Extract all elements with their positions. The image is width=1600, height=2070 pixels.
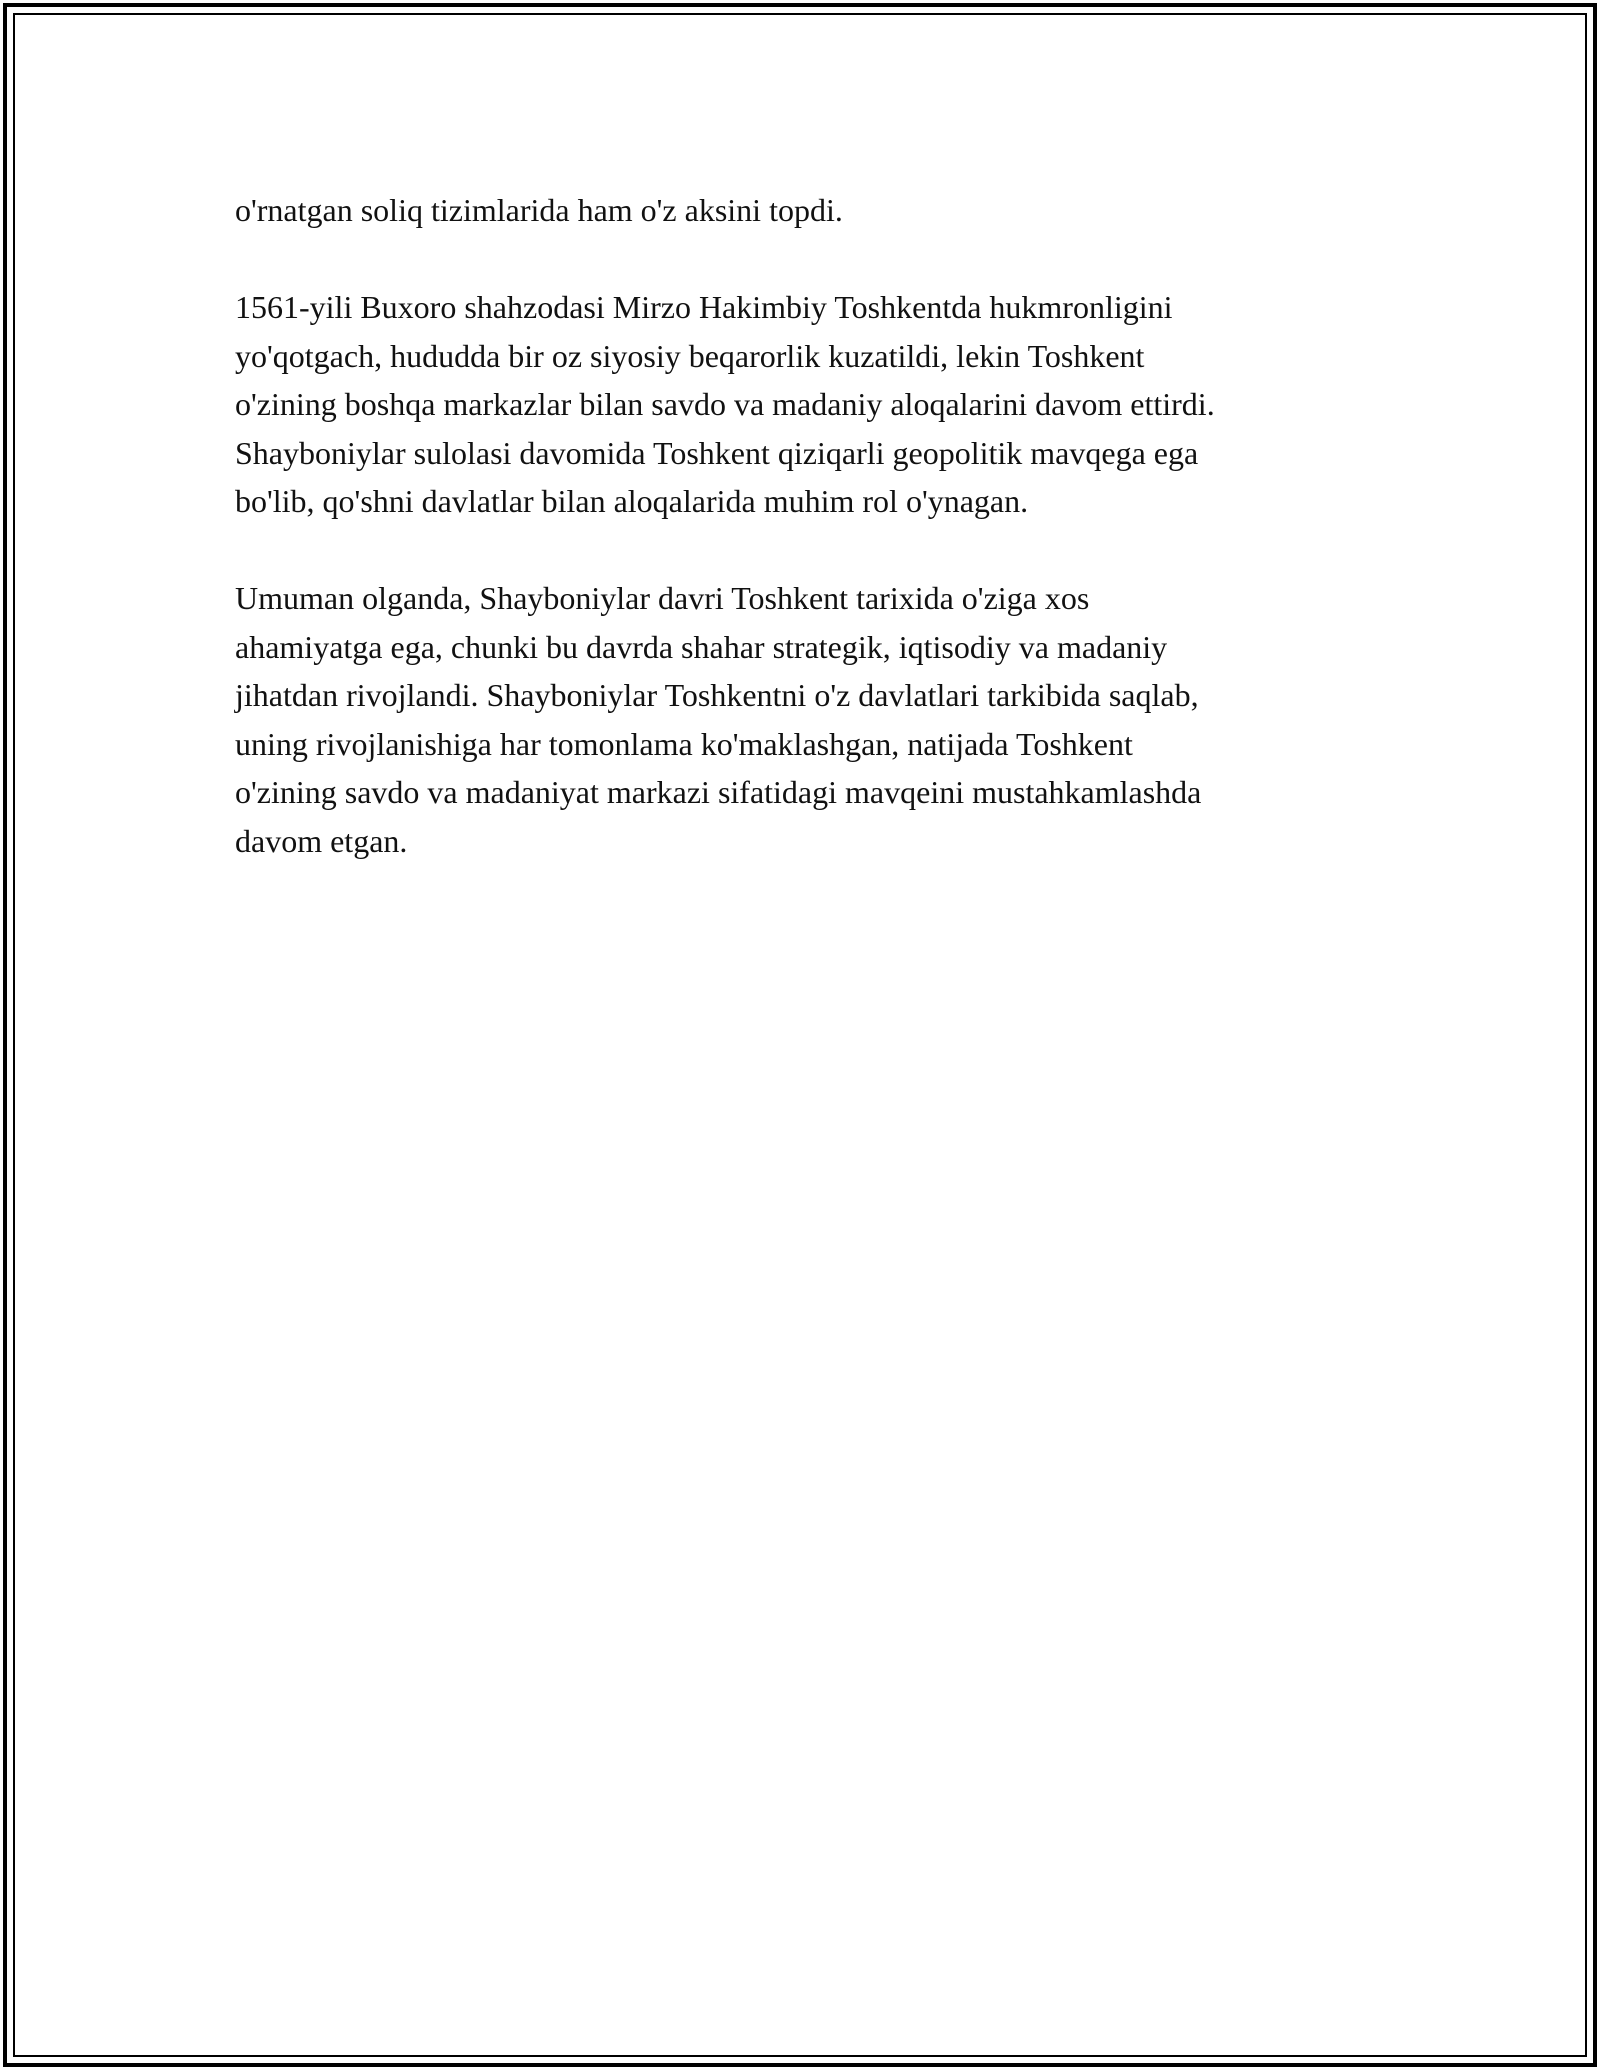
paragraph-3: Umuman olganda, Shayboniylar davri Toshkent tarixida o'ziga xos ahamiyatga ega, chunki bu davrda shahar strategik, iqtisodiy va madaniy jihatdan rivojlandi. Shayboniylar Toshkentni o'z davlatlari tarkibida saqlab, uning rivojlanishiga har tomonlama ko'maklashgan, natijada Toshkent o'zining savdo va madaniyat markazi sifatidagi mavqeini mustahkamlashda davom etgan. [235,580,1202,859]
document-body [235,186,1375,914]
paragraph-1: o'rnatgan soliq tizimlarida ham o'z aksini topdi. [235,192,843,228]
paragraph-2: 1561-yili Buxoro shahzodasi Mirzo Hakimbiy Toshkentda hukmronligini yo'qotgach, hududda bir oz siyosiy beqarorlik kuzatildi, lekin Toshkent o'zining boshqa markazlar bilan savdo va madaniy aloqalarini davom ettirdi. Shayboniylar sulolasi davomida Toshkent qiziqarli geopolitik mavqega ega bo'lib, qo'shni davlatlar bilan aloqalarida muhim rol o'ynagan. [235,289,1215,519]
